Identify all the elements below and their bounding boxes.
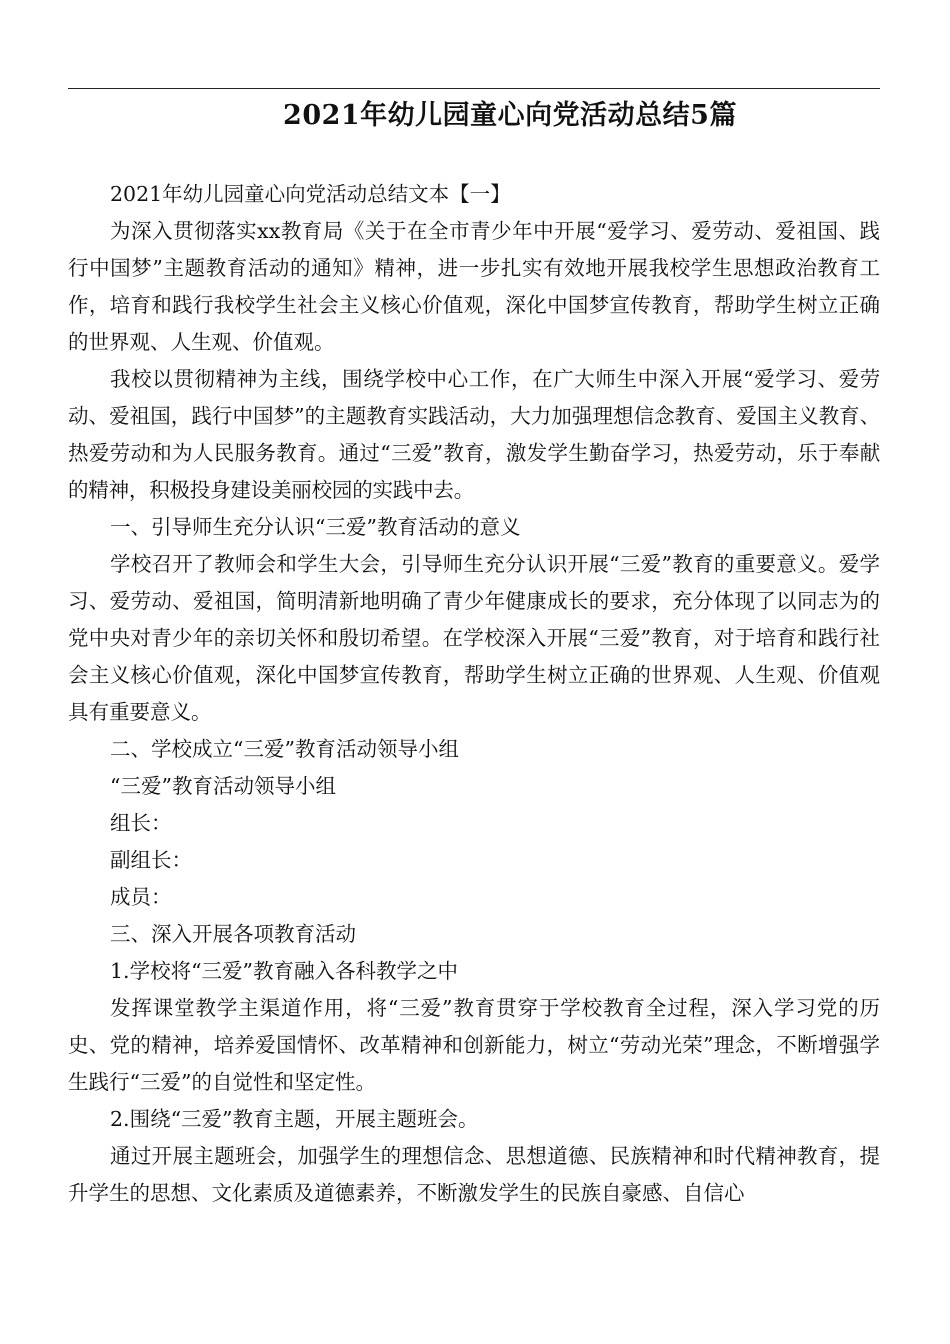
paragraph: 成员： xyxy=(110,885,172,909)
document-title: 2021年幼儿园童心向党活动总结5篇 xyxy=(283,100,737,131)
section-heading: 三、深入开展各项教育活动 xyxy=(110,922,357,946)
paragraph: 我校以贯彻精神为主线，围绕学校中心工作，在广大师生中深入开展“爱学习、爱劳动、爱祖国，践行中国梦”的主题教育实践活动，大力加强理想信念教育、爱国主义教育、热爱劳动和为人民服务教育。通过“三爱”教育，激发学生勤奋学习，热爱劳动，乐于奉献的精神，积极投身建设美丽校园的实践中去。 xyxy=(68,367,880,502)
paragraph: 副组长： xyxy=(110,848,193,872)
section-heading: 2021年幼儿园童心向党活动总结文本【一】 xyxy=(110,182,511,206)
paragraph: 组长： xyxy=(110,811,172,835)
sub-heading: 1.学校将“三爱”教育融入各科教学之中 xyxy=(110,959,459,983)
section-heading: 二、学校成立“三爱”教育活动领导小组 xyxy=(110,737,459,761)
sub-heading: 2.围绕“三爱”教育主题，开展主题班会。 xyxy=(110,1107,479,1131)
document-body xyxy=(68,176,880,1212)
paragraph: 发挥课堂教学主渠道作用，将“三爱”教育贯穿于学校教育全过程，深入学习党的历史、党的精神，培养爱国情怀、改革精神和创新能力，树立“劳动光荣”理念，不断增强学生践行“三爱”的自觉性和坚定性。 xyxy=(68,996,880,1094)
paragraph: 学校召开了教师会和学生大会，引导师生充分认识开展“三爱”教育的重要意义。爱学习、爱劳动、爱祖国，简明清新地明确了青少年健康成长的要求，充分体现了以同志为的党中央对青少年的亲切关怀和殷切希望。在学校深入开展“三爱”教育，对于培育和践行社会主义核心价值观，深化中国梦宣传教育，帮助学生树立正确的世界观、人生观、价值观具有重要意义。 xyxy=(68,552,880,724)
paragraph: “三爱”教育活动领导小组 xyxy=(110,774,336,798)
paragraph: 通过开展主题班会，加强学生的理想信念、思想道德、民族精神和时代精神教育，提升学生的思想、文化素质及道德素养，不断激发学生的民族自豪感、自信心 xyxy=(68,1144,880,1205)
section-heading: 一、引导师生充分认识“三爱”教育活动的意义 xyxy=(110,515,521,539)
header-rule xyxy=(68,88,880,89)
paragraph: 为深入贯彻落实xx教育局《关于在全市青少年中开展“爱学习、爱劳动、爱祖国、践行中国梦”主题教育活动的通知》精神，进一步扎实有效地开展我校学生思想政治教育工作，培育和践行我校学生社会主义核心价值观，深化中国梦宣传教育，帮助学生树立正确的世界观、人生观、价值观。 xyxy=(68,219,880,354)
